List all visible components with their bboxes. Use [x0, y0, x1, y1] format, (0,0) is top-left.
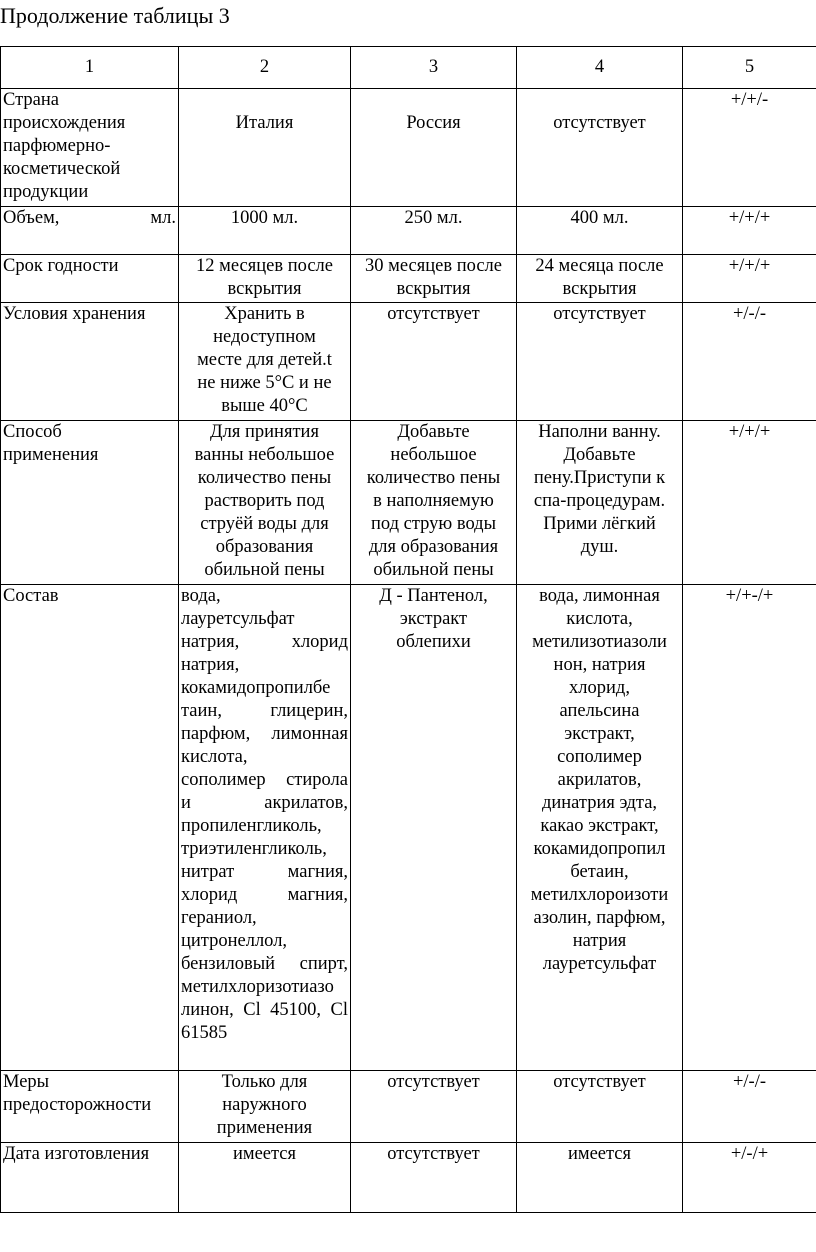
cell-line: лауретсульфат — [181, 609, 295, 629]
comparison-table — [0, 46, 816, 1213]
row-label-line: Меры — [3, 1072, 50, 1092]
cell-line: количество пены — [366, 468, 501, 488]
cell-line: Только для — [221, 1072, 308, 1092]
cell-line: лауретсульфат — [542, 954, 657, 974]
table-cell — [179, 303, 351, 421]
cell-line: какао экстракт, — [540, 816, 659, 836]
rating-cell: +/-/- — [683, 303, 816, 421]
cell-line: хлорид, — [569, 678, 630, 698]
table-row-storage — [1, 303, 816, 421]
table-cell: отсутствует — [351, 303, 517, 421]
cell-line: метилизотиазоли — [532, 632, 667, 652]
table-cell: 250 мл. — [351, 207, 517, 255]
cell-line: ванны небольшое — [194, 445, 335, 465]
cell-line: метилхлоризотиазо — [181, 977, 334, 997]
table-row-usage — [1, 421, 816, 585]
cell-line: вода, — [181, 586, 221, 606]
rating-cell: +/+/+ — [683, 421, 816, 585]
cell-line: сополимер стирола — [181, 770, 348, 790]
cell-line: кокамидопропилбе — [181, 678, 331, 698]
cell-line: экстракт, — [564, 724, 635, 744]
table-row-composition — [1, 585, 816, 1071]
cell-line: Добавьте — [397, 422, 470, 442]
cell-line: хлорид магния, — [181, 885, 348, 905]
cell-line: 12 месяцев после — [196, 256, 333, 276]
cell-line: обильной пены — [204, 560, 325, 580]
table-cell — [179, 585, 351, 1071]
cell-line: для образования — [368, 537, 499, 557]
row-label-line: косметической — [3, 159, 121, 179]
row-label-line: Страна — [3, 90, 59, 110]
cell-line: кокамидопропил — [533, 839, 666, 859]
cell-line: вскрытия — [562, 279, 637, 299]
cell-line: акрилатов, — [557, 770, 642, 790]
cell-line: выше 40°С — [221, 396, 308, 416]
table-cell: отсутствует — [517, 303, 683, 421]
rating-cell: +/+/- — [683, 89, 816, 207]
cell-line: вскрытия — [227, 279, 302, 299]
header-cell-5: 5 — [683, 47, 816, 89]
cell-line: под струю воды — [370, 514, 497, 534]
table-row-manufacture-date — [1, 1143, 816, 1213]
cell-line: нон, натрия — [553, 655, 646, 675]
cell-line: натрия, — [181, 655, 240, 675]
cell-line: цитронеллол, — [181, 931, 288, 951]
table-cell — [351, 255, 517, 303]
table-cell: отсутствует — [351, 1143, 517, 1213]
cell-line: недоступном — [213, 327, 316, 347]
cell-line: струёй воды для — [200, 514, 329, 534]
cell-line: метилхлороизоти — [530, 885, 669, 905]
row-label-line: продукции — [3, 182, 89, 202]
row-label-line: предосторожности — [3, 1095, 152, 1115]
cell-line: триэтиленгликоль, — [181, 839, 327, 859]
row-label — [1, 89, 179, 207]
rating-cell: +/-/+ — [683, 1143, 816, 1213]
table-cell — [517, 585, 683, 1071]
cell-line: Для принятия — [210, 422, 319, 442]
table-cell — [179, 421, 351, 585]
cell-line: и акрилатов, — [181, 793, 348, 813]
row-label: Дата изготовления — [1, 1143, 179, 1213]
cell-line: растворить под — [204, 491, 325, 511]
table-cell: имеется — [517, 1143, 683, 1213]
cell-line: динатрия эдта, — [541, 793, 658, 813]
row-label-right: мл. — [150, 208, 176, 228]
table-cell: имеется — [179, 1143, 351, 1213]
cell-line: парфюм, лимонная — [181, 724, 348, 744]
table-cell — [351, 89, 517, 207]
cell-line: натрия, хлорид — [181, 632, 348, 652]
rating-cell: +/+-/+ — [683, 585, 816, 1071]
cell-line: небольшое — [390, 445, 477, 465]
cell-line: таин, глицерин, — [181, 701, 348, 721]
cell-line: кислота, — [566, 609, 633, 629]
table-row-country — [1, 89, 816, 207]
cell-line: азолин, парфюм, — [533, 908, 666, 928]
cell-line: 24 месяца после — [535, 256, 664, 276]
cell-line: образования — [215, 537, 314, 557]
cell-line: Наполни ванну. — [538, 422, 661, 442]
table-row-volume — [1, 207, 816, 255]
cell-line: Добавьте — [563, 445, 636, 465]
table-cell — [351, 421, 517, 585]
row-label-line: применения — [3, 445, 99, 465]
cell-line: душ. — [580, 537, 619, 557]
cell-line: натрия — [572, 931, 627, 951]
table-caption: Продолжение таблицы 3 — [0, 3, 230, 28]
cell-line: пропиленгликоль, — [181, 816, 322, 836]
cell-line: вскрытия — [396, 279, 471, 299]
header-cell-4: 4 — [517, 47, 683, 89]
cell-line: вода, лимонная — [539, 586, 660, 606]
row-label: Состав — [1, 585, 179, 1071]
table-cell — [179, 89, 351, 207]
cell-line: Д - Пантенол, — [379, 586, 488, 606]
cell-line: применения — [216, 1118, 313, 1138]
header-cell-1: 1 — [1, 47, 179, 89]
row-label: Срок годности — [1, 255, 179, 303]
row-label — [1, 207, 179, 255]
cell-line: месте для детей.t — [197, 350, 332, 370]
table-row-shelf-life — [1, 255, 816, 303]
cell-line: нитрат магния, — [181, 862, 348, 882]
cell-line: апельсина — [559, 701, 640, 721]
rating-cell: +/+/+ — [683, 255, 816, 303]
cell-line: бензиловый спирт, — [181, 954, 348, 974]
cell-line: пену.Приступи к — [533, 468, 666, 488]
cell-line: обильной пены — [373, 560, 494, 580]
header-cell-3: 3 — [351, 47, 517, 89]
row-label-split — [3, 207, 176, 230]
cell-line: не ниже 5°С и не — [197, 373, 332, 393]
cell-line: экстракт — [399, 609, 468, 629]
header-cell-2: 2 — [179, 47, 351, 89]
row-label — [1, 421, 179, 585]
cell-line: Хранить в — [224, 304, 305, 324]
row-label-line: парфюмерно- — [3, 136, 111, 156]
row-label-line: происхождения — [3, 113, 126, 133]
table-row-precautions — [1, 1071, 816, 1143]
table-cell — [351, 585, 517, 1071]
cell-line: гераниол, — [181, 908, 257, 928]
table-cell — [179, 255, 351, 303]
table-cell — [517, 255, 683, 303]
cell-line: 30 месяцев после — [365, 256, 502, 276]
cell-text: отсутствует — [553, 113, 646, 133]
table-cell: отсутствует — [351, 1071, 517, 1143]
cell-text: Россия — [406, 113, 461, 133]
cell-line: облепихи — [396, 632, 471, 652]
cell-line: наружного — [222, 1095, 307, 1115]
table-cell: 400 мл. — [517, 207, 683, 255]
row-label — [1, 1071, 179, 1143]
row-label: Условия хранения — [1, 303, 179, 421]
table-cell: отсутствует — [517, 1071, 683, 1143]
cell-line: Прими лёгкий — [543, 514, 656, 534]
table-cell — [517, 421, 683, 585]
header-row — [1, 47, 816, 89]
cell-line: линон, Cl 45100, Cl — [181, 1000, 348, 1020]
cell-line: 61585 — [181, 1023, 228, 1043]
cell-text: Италия — [235, 113, 294, 133]
table-cell: 1000 мл. — [179, 207, 351, 255]
cell-line: бетаин, — [570, 862, 629, 882]
table-cell — [179, 1071, 351, 1143]
cell-line: кислота, — [181, 747, 248, 767]
table-cell — [517, 89, 683, 207]
row-label-left: Объем, — [3, 208, 60, 228]
cell-line: в наполняемую — [373, 491, 494, 511]
cell-line: сополимер — [557, 747, 642, 767]
rating-cell: +/+/+ — [683, 207, 816, 255]
rating-cell: +/-/- — [683, 1071, 816, 1143]
cell-line: спа-процедурам. — [533, 491, 666, 511]
row-label-line: Способ — [3, 422, 62, 442]
cell-line: количество пены — [197, 468, 332, 488]
